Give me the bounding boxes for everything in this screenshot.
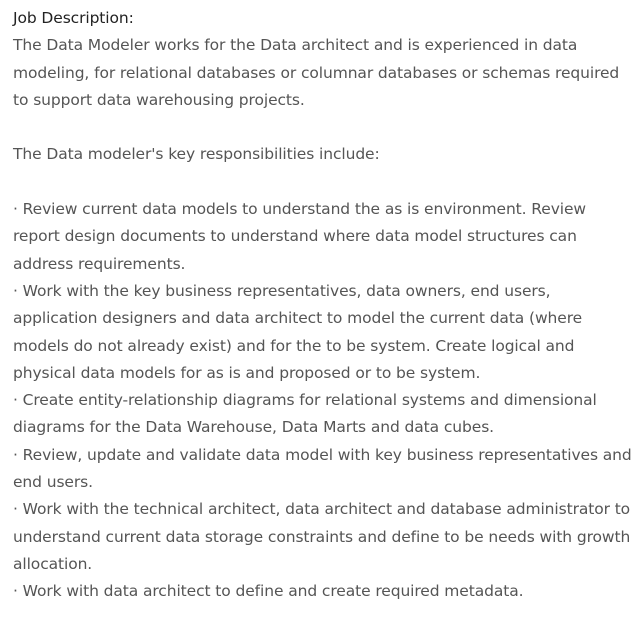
- section-heading: Job Description:: [13, 9, 134, 27]
- responsibilities-list: [13, 196, 632, 605]
- intro-paragraph: The Data Modeler works for the Data architect and is experienced in data modeling, for relational databases or columnar databases or schemas required to support data warehousing projects.: [13, 36, 620, 109]
- spacer: [13, 169, 632, 196]
- responsibility-item: · Create entity-relationship diagrams for relational systems and dimensional diagrams for the Data Warehouse, Data Marts and data cubes.: [13, 391, 597, 437]
- spacer: [13, 114, 632, 141]
- responsibilities-intro: The Data modeler's key responsibilities include:: [13, 145, 380, 164]
- responsibility-item: · Work with data architect to define and create required metadata.: [13, 582, 524, 601]
- responsibility-item: · Work with the key business representatives, data owners, end users, application designers and data architect to model the current data (where models do not already exist) and for the to be system. Create logical and physical data models for as is and proposed or to be system.: [13, 281, 583, 382]
- responsibility-item: · Review current data models to understand the as is environment. Review report design documents to understand where data model structures can address requirements.: [13, 200, 586, 273]
- responsibility-item: · Review, update and validate data model with key business representatives and end users.: [13, 445, 632, 492]
- responsibility-item: · Work with the technical architect, data architect and database administrator to understand current data storage constraints and define to be needs with growth allocation.: [13, 500, 631, 573]
